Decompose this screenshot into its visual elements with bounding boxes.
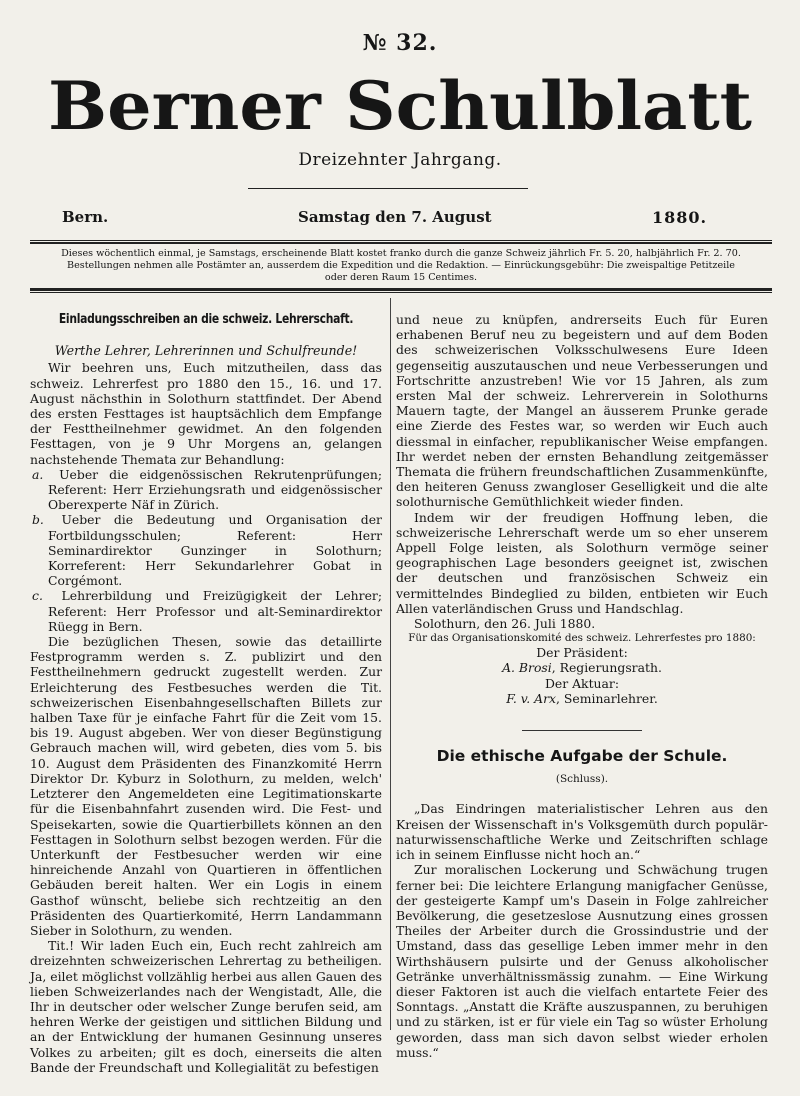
president-name: A. Brosi bbox=[502, 660, 552, 676]
notice-rule-top bbox=[30, 240, 772, 244]
article1-committee: Für das Organisationskomité des schweiz. Lehrerfestes pro 1880: bbox=[408, 632, 756, 645]
secretary-title: , Seminarlehrer. bbox=[556, 690, 658, 706]
article1-paragraph: Tit.! Wir laden Euch ein, Euch recht zahlreich am dreizehnten schweizerischen Lehrertag zu betheiligen. Ja, eilet möglichst vollzählig herbei aus allen Gauen des lieben Schweizerlandes nach der Wengistadt, Alle, die Ihr in deutscher oder welscher Zunge berufen seid, am hehren Werke der geistigen und sittlichen Bildung und an der Entwicklung der humanen Gesinnung unseres Volkes zu arbeiten; gilt es doch, einerseits die alten Bande der Freundschaft und Kollegialität zu befestigen bbox=[30, 938, 382, 1075]
agenda-label: c. bbox=[32, 588, 43, 604]
agenda-item-c bbox=[30, 588, 382, 634]
article1-title: Einladungsschreiben an die schweiz. Lehrerschaft. bbox=[58, 312, 354, 327]
subscription-notice bbox=[30, 248, 772, 284]
agenda-label: a. bbox=[32, 466, 44, 482]
secretary-name: F. v. Arx bbox=[506, 690, 557, 706]
agenda-label: b. bbox=[32, 512, 44, 528]
agenda-text: Lehrerbildung und Freizügigkeit der Lehrer; Referent: Herr Professor und alt-Seminardirektor Rüegg in Bern. bbox=[48, 588, 382, 634]
notice-line: Dieses wöchentlich einmal, je Samstags, erscheinende Blatt kostet franko durch die ganze Schweiz jährlich Fr. 5. 20, halbjährlich Fr. 2. 70. bbox=[61, 248, 741, 259]
president-title: , Regierungsrath. bbox=[551, 660, 662, 676]
column-divider bbox=[390, 298, 391, 1030]
dateline-year: 1880. bbox=[652, 208, 708, 227]
left-column bbox=[30, 312, 382, 1075]
president-signature bbox=[396, 660, 768, 675]
volume-line: Dreizehnter Jahrgang. bbox=[298, 150, 502, 170]
right-column bbox=[396, 312, 768, 1060]
article2-paragraph: Zur moralischen Lockerung und Schwächung trugen ferner bei: Die leichtere Erlangung manigfacher Genüsse, der gesteigerte Kampf um's Dasein in Folge zahlreicher Bevölkerung, die gesetzeslose Ausnutzung eines grossen Theiles der Arbeiter durch die Grossindustrie und der Umstand, dass das gesellige Leben immer mehr in den Wirthshäusern pulsirte und der Genuss alkoholischer Getränke unverhältnissmässig zunahm. — Eine Wirkung dieser Faktoren ist auch die vielfach entartete Feier des Sonntags. „Anstatt die Kräfte auszuspannen, zu beruhigen und zu stärken, ist er für viele ein Tag so wüster Erholung geworden, dass man sich davon selbst wieder erholen muss.“ bbox=[396, 862, 768, 1060]
header-divider bbox=[248, 188, 528, 189]
notice-line: Bestellungen nehmen alle Postämter an, ausserdem die Expedition und die Redaktion. — Einrückungsgebühr: Die zweispaltige Petitzeile bbox=[67, 260, 735, 271]
article1-paragraph: Die bezüglichen Thesen, sowie das detaillirte Festprogramm werden s. Z. publizirt und den Festtheilnehmern gedruckt zugestellt werden. Zur Erleichterung des Festbesuches werden die Tit. schweizerischen Eisenbahngesellschaften Billets zur halben Taxe für je einfache Fahrt für die Zeit vom 15. bis 19. August abgeben. Wer von dieser Begünstigung Gebrauch machen will, wird gebeten, dies vom 5. bis 10. August dem Präsidenten des Finanzkomité Herrn Direktor Dr. Kyburz in Solothurn, zu melden, welch' Letzterer den Angemeldeten eine Legitimationskarte für die Eisenbahnfahrt zusenden wird. Die Fest- und Speisekarten, sowie die Quartierbillets können an den Festtagen in Solothurn selbst bezogen werden. Für die Unterkunft der Festbesucher werden wir eine hinreichende Anzahl von Quartieren in öffentlichen Gebäuden bereit halten. Wer ein Logis in einem Gasthof wünscht, beliebe sich rechtzeitig an den Präsidenten des Quartierkomité, Herrn Landammann Sieber in Solothurn, zu wenden. bbox=[30, 634, 382, 938]
dateline-place: Bern. bbox=[62, 208, 109, 226]
secretary-signature bbox=[396, 691, 768, 706]
article1-paragraph-continued: und neue zu knüpfen, andrerseits Euch für Euren erhabenen Beruf neu zu begeistern und auf dem Boden des schweizerischen Volksschulwesens Eure Ideen gegenseitig auszutauschen und neue Verbesserungen und Fortschritte anzustreben! Wie vor 15 Jahren, als zum ersten Mal der schweiz. Lehrerverein in Solothurns Mauern tagte, der Mangel an äusserem Prunke gerade eine Zierde des Festes war, so werden wir Euch auch diessmal in einfacher, republikanischer Weise empfangen. Ihr werdet neben der ernsten Behandlung zeitgemässer Themata die frühern freundschaftlichen Zusammenkünfte, den heiteren Genuss zwangloser Geselligkeit und die alte solothurnische Gemüthlichkeit wieder finden. bbox=[396, 312, 768, 510]
notice-line: oder deren Raum 15 Centimes. bbox=[324, 272, 478, 283]
article2-paragraph: „Das Eindringen materialistischer Lehren aus den Kreisen der Wissenschaft in's Volksgemüth durch populär-naturwissenschaftliche Werke und Zeitschriften schlage ich in seinem Einflusse nicht hoch an.“ bbox=[396, 801, 768, 863]
article2-title: Die ethische Aufgabe der Schule. bbox=[436, 747, 728, 766]
president-role: Der Präsident: bbox=[536, 645, 628, 661]
issue-number: № 32. bbox=[362, 30, 438, 56]
article1-paragraph: Indem wir der freudigen Hoffnung leben, die schweizerische Lehrerschaft werde um so eher unserem Appell Folge leisten, als Solothurn vermöge seiner geographischen Lage besonders geeignet ist, zwischen der deutschen und französischen Schweiz ein vermittelndes Bindeglied zu bilden, entbieten wir Euch Allen vaterländischen Gruss und Handschlag. bbox=[396, 509, 768, 616]
secretary-role: Der Aktuar: bbox=[544, 675, 620, 691]
masthead-title: Berner Schulblatt bbox=[48, 67, 752, 145]
article2-subtitle: (Schluss). bbox=[555, 773, 609, 786]
agenda-text: Ueber die Bedeutung und Organisation der Fortbildungsschulen; Referent: Herr Seminardirektor Gunzinger in Solothurn; Korreferent: Herr Sekundarlehrer Gobat in Corgémont. bbox=[48, 512, 382, 589]
notice-rule-bottom bbox=[30, 288, 772, 293]
agenda-item-a bbox=[30, 467, 382, 513]
article-divider bbox=[522, 730, 642, 731]
article1-greeting: Werthe Lehrer, Lehrerinnen und Schulfreunde! bbox=[54, 343, 358, 359]
agenda-item-b bbox=[30, 512, 382, 588]
dateline bbox=[0, 208, 800, 230]
dateline-date: Samstag den 7. August bbox=[298, 208, 492, 226]
agenda-text: Ueber die eidgenössischen Rekrutenprüfungen; Referent: Herr Erziehungsrath und eidgenössischer Oberexperte Näf in Zürich. bbox=[48, 466, 382, 513]
article1-intro: Wir beehren uns, Euch mitzutheilen, dass das schweiz. Lehrerfest pro 1880 den 15., 16. und 17. August nächsthin in Solothurn stattfindet. Der Abend des ersten Festtages ist hauptsächlich dem Empfange der Festtheilnehmer gewidmet. An den folgenden Festtagen, von je 9 Uhr Morgens an, gelangen nachstehende Themata zur Behandlung: bbox=[30, 360, 382, 467]
article1-place-date: Solothurn, den 26. Juli 1880. bbox=[414, 616, 596, 632]
